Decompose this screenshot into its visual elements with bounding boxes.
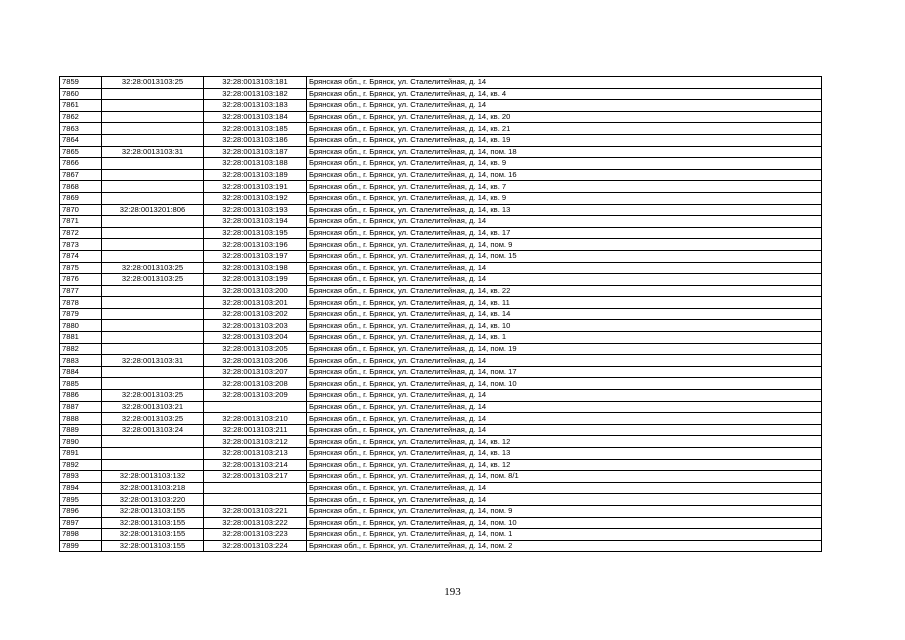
object-cadastral-number-cell: 32:28:0013103:212	[204, 436, 307, 448]
table-row	[60, 274, 822, 286]
row-number-cell: 7861	[60, 100, 102, 112]
object-cadastral-number-cell: 32:28:0013103:224	[204, 540, 307, 552]
land-cadastral-number-cell	[102, 100, 204, 112]
table-row	[60, 436, 822, 448]
address-cell: Брянская обл., г. Брянск, ул. Сталелитейная, д. 14, кв. 4	[307, 88, 822, 100]
row-number-cell: 7863	[60, 123, 102, 135]
table-row	[60, 459, 822, 471]
address-cell: Брянская обл., г. Брянск, ул. Сталелитейная, д. 14, кв. 7	[307, 181, 822, 193]
address-cell: Брянская обл., г. Брянск, ул. Сталелитейная, д. 14, кв. 12	[307, 436, 822, 448]
row-number-cell: 7865	[60, 146, 102, 158]
table-row	[60, 158, 822, 170]
address-cell: Брянская обл., г. Брянск, ул. Сталелитейная, д. 14, пом. 9	[307, 239, 822, 251]
row-number-cell: 7879	[60, 308, 102, 320]
land-cadastral-number-cell	[102, 332, 204, 344]
address-cell: Брянская обл., г. Брянск, ул. Сталелитейная, д. 14, пом. 1	[307, 529, 822, 541]
row-number-cell: 7860	[60, 88, 102, 100]
object-cadastral-number-cell: 32:28:0013103:222	[204, 517, 307, 529]
land-cadastral-number-cell	[102, 227, 204, 239]
land-cadastral-number-cell: 32:28:0013103:24	[102, 424, 204, 436]
object-cadastral-number-cell: 32:28:0013103:191	[204, 181, 307, 193]
table-row	[60, 529, 822, 541]
row-number-cell: 7893	[60, 471, 102, 483]
address-cell: Брянская обл., г. Брянск, ул. Сталелитейная, д. 14	[307, 413, 822, 425]
land-cadastral-number-cell: 32:28:0013103:25	[102, 262, 204, 274]
object-cadastral-number-cell: 32:28:0013103:201	[204, 297, 307, 309]
address-cell: Брянская обл., г. Брянск, ул. Сталелитейная, д. 14, кв. 12	[307, 459, 822, 471]
table-row	[60, 540, 822, 552]
row-number-cell: 7888	[60, 413, 102, 425]
object-cadastral-number-cell: 32:28:0013103:200	[204, 285, 307, 297]
object-cadastral-number-cell: 32:28:0013103:189	[204, 169, 307, 181]
table-row	[60, 216, 822, 228]
land-cadastral-number-cell: 32:28:0013103:132	[102, 471, 204, 483]
address-cell: Брянская обл., г. Брянск, ул. Сталелитейная, д. 14, пом. 10	[307, 517, 822, 529]
row-number-cell: 7899	[60, 540, 102, 552]
address-cell: Брянская обл., г. Брянск, ул. Сталелитейная, д. 14, пом. 9	[307, 505, 822, 517]
row-number-cell: 7876	[60, 274, 102, 286]
address-cell: Брянская обл., г. Брянск, ул. Сталелитейная, д. 14, пом. 2	[307, 540, 822, 552]
table-row	[60, 169, 822, 181]
land-cadastral-number-cell	[102, 169, 204, 181]
object-cadastral-number-cell: 32:28:0013103:205	[204, 343, 307, 355]
table-row	[60, 482, 822, 494]
row-number-cell: 7897	[60, 517, 102, 529]
object-cadastral-number-cell: 32:28:0013103:207	[204, 366, 307, 378]
address-cell: Брянская обл., г. Брянск, ул. Сталелитейная, д. 14, кв. 14	[307, 308, 822, 320]
land-cadastral-number-cell: 32:28:0013103:25	[102, 413, 204, 425]
row-number-cell: 7890	[60, 436, 102, 448]
table-row	[60, 413, 822, 425]
land-cadastral-number-cell	[102, 239, 204, 251]
land-cadastral-number-cell	[102, 88, 204, 100]
row-number-cell: 7881	[60, 332, 102, 344]
object-cadastral-number-cell: 32:28:0013103:194	[204, 216, 307, 228]
object-cadastral-number-cell: 32:28:0013103:193	[204, 204, 307, 216]
address-cell: Брянская обл., г. Брянск, ул. Сталелитейная, д. 14, кв. 10	[307, 320, 822, 332]
land-cadastral-number-cell	[102, 216, 204, 228]
object-cadastral-number-cell: 32:28:0013103:182	[204, 88, 307, 100]
address-cell: Брянская обл., г. Брянск, ул. Сталелитейная, д. 14, пом. 16	[307, 169, 822, 181]
table-row	[60, 320, 822, 332]
object-cadastral-number-cell: 32:28:0013103:223	[204, 529, 307, 541]
object-cadastral-number-cell: 32:28:0013103:185	[204, 123, 307, 135]
object-cadastral-number-cell: 32:28:0013103:202	[204, 308, 307, 320]
row-number-cell: 7867	[60, 169, 102, 181]
address-cell: Брянская обл., г. Брянск, ул. Сталелитейная, д. 14, пом. 10	[307, 378, 822, 390]
land-cadastral-number-cell	[102, 448, 204, 460]
object-cadastral-number-cell: 32:28:0013103:187	[204, 146, 307, 158]
object-cadastral-number-cell: 32:28:0013103:197	[204, 250, 307, 262]
object-cadastral-number-cell: 32:28:0013103:203	[204, 320, 307, 332]
object-cadastral-number-cell: 32:28:0013103:213	[204, 448, 307, 460]
row-number-cell: 7870	[60, 204, 102, 216]
address-cell: Брянская обл., г. Брянск, ул. Сталелитейная, д. 14, кв. 20	[307, 111, 822, 123]
land-cadastral-number-cell	[102, 436, 204, 448]
table-row	[60, 239, 822, 251]
row-number-cell: 7895	[60, 494, 102, 506]
object-cadastral-number-cell: 32:28:0013103:206	[204, 355, 307, 367]
object-cadastral-number-cell: 32:28:0013103:184	[204, 111, 307, 123]
address-cell: Брянская обл., г. Брянск, ул. Сталелитейная, д. 14	[307, 262, 822, 274]
land-cadastral-number-cell	[102, 459, 204, 471]
table-row	[60, 366, 822, 378]
row-number-cell: 7894	[60, 482, 102, 494]
land-cadastral-number-cell	[102, 250, 204, 262]
row-number-cell: 7882	[60, 343, 102, 355]
row-number-cell: 7872	[60, 227, 102, 239]
object-cadastral-number-cell: 32:28:0013103:181	[204, 77, 307, 89]
object-cadastral-number-cell: 32:28:0013103:214	[204, 459, 307, 471]
object-cadastral-number-cell: 32:28:0013103:186	[204, 134, 307, 146]
row-number-cell: 7886	[60, 390, 102, 402]
page-number: 193	[444, 586, 461, 598]
address-cell: Брянская обл., г. Брянск, ул. Сталелитейная, д. 14, кв. 9	[307, 158, 822, 170]
land-cadastral-number-cell	[102, 343, 204, 355]
table-row	[60, 262, 822, 274]
address-cell: Брянская обл., г. Брянск, ул. Сталелитейная, д. 14	[307, 274, 822, 286]
address-cell: Брянская обл., г. Брянск, ул. Сталелитейная, д. 14, пом. 17	[307, 366, 822, 378]
registry-table-body	[60, 77, 822, 552]
row-number-cell: 7889	[60, 424, 102, 436]
object-cadastral-number-cell: 32:28:0013103:221	[204, 505, 307, 517]
land-cadastral-number-cell	[102, 123, 204, 135]
address-cell: Брянская обл., г. Брянск, ул. Сталелитейная, д. 14	[307, 482, 822, 494]
row-number-cell: 7898	[60, 529, 102, 541]
table-row	[60, 494, 822, 506]
row-number-cell: 7891	[60, 448, 102, 460]
object-cadastral-number-cell	[204, 401, 307, 413]
address-cell: Брянская обл., г. Брянск, ул. Сталелитейная, д. 14	[307, 77, 822, 89]
row-number-cell: 7859	[60, 77, 102, 89]
table-row	[60, 100, 822, 112]
row-number-cell: 7874	[60, 250, 102, 262]
table-row	[60, 378, 822, 390]
object-cadastral-number-cell: 32:28:0013103:217	[204, 471, 307, 483]
land-cadastral-number-cell	[102, 308, 204, 320]
address-cell: Брянская обл., г. Брянск, ул. Сталелитейная, д. 14	[307, 424, 822, 436]
address-cell: Брянская обл., г. Брянск, ул. Сталелитейная, д. 14	[307, 401, 822, 413]
row-number-cell: 7866	[60, 158, 102, 170]
address-cell: Брянская обл., г. Брянск, ул. Сталелитейная, д. 14	[307, 216, 822, 228]
object-cadastral-number-cell: 32:28:0013103:192	[204, 192, 307, 204]
object-cadastral-number-cell: 32:28:0013103:183	[204, 100, 307, 112]
table-row	[60, 401, 822, 413]
row-number-cell: 7878	[60, 297, 102, 309]
row-number-cell: 7873	[60, 239, 102, 251]
land-cadastral-number-cell: 32:28:0013103:155	[102, 529, 204, 541]
table-row	[60, 192, 822, 204]
land-cadastral-number-cell: 32:28:0013201:806	[102, 204, 204, 216]
object-cadastral-number-cell	[204, 494, 307, 506]
land-cadastral-number-cell	[102, 297, 204, 309]
address-cell: Брянская обл., г. Брянск, ул. Сталелитейная, д. 14, кв. 17	[307, 227, 822, 239]
address-cell: Брянская обл., г. Брянск, ул. Сталелитейная, д. 14	[307, 494, 822, 506]
table-row	[60, 77, 822, 89]
row-number-cell: 7883	[60, 355, 102, 367]
table-row	[60, 123, 822, 135]
land-cadastral-number-cell	[102, 285, 204, 297]
table-row	[60, 308, 822, 320]
row-number-cell: 7880	[60, 320, 102, 332]
address-cell: Брянская обл., г. Брянск, ул. Сталелитейная, д. 14, пом. 18	[307, 146, 822, 158]
land-cadastral-number-cell: 32:28:0013103:25	[102, 390, 204, 402]
table-row	[60, 390, 822, 402]
land-cadastral-number-cell: 32:28:0013103:220	[102, 494, 204, 506]
row-number-cell: 7869	[60, 192, 102, 204]
table-row	[60, 88, 822, 100]
table-row	[60, 134, 822, 146]
row-number-cell: 7864	[60, 134, 102, 146]
address-cell: Брянская обл., г. Брянск, ул. Сталелитейная, д. 14, кв. 21	[307, 123, 822, 135]
table-row	[60, 111, 822, 123]
table-row	[60, 204, 822, 216]
object-cadastral-number-cell: 32:28:0013103:188	[204, 158, 307, 170]
address-cell: Брянская обл., г. Брянск, ул. Сталелитейная, д. 14, кв. 1	[307, 332, 822, 344]
land-cadastral-number-cell: 32:28:0013103:31	[102, 355, 204, 367]
table-row	[60, 448, 822, 460]
address-cell: Брянская обл., г. Брянск, ул. Сталелитейная, д. 14	[307, 390, 822, 402]
row-number-cell: 7892	[60, 459, 102, 471]
object-cadastral-number-cell: 32:28:0013103:210	[204, 413, 307, 425]
address-cell: Брянская обл., г. Брянск, ул. Сталелитейная, д. 14, пом. 19	[307, 343, 822, 355]
row-number-cell: 7887	[60, 401, 102, 413]
address-cell: Брянская обл., г. Брянск, ул. Сталелитейная, д. 14	[307, 355, 822, 367]
table-row	[60, 343, 822, 355]
address-cell: Брянская обл., г. Брянск, ул. Сталелитейная, д. 14, пом. 8/1	[307, 471, 822, 483]
land-cadastral-number-cell	[102, 181, 204, 193]
registry-table	[59, 76, 822, 552]
object-cadastral-number-cell: 32:28:0013103:208	[204, 378, 307, 390]
object-cadastral-number-cell: 32:28:0013103:199	[204, 274, 307, 286]
land-cadastral-number-cell: 32:28:0013103:218	[102, 482, 204, 494]
table-row	[60, 181, 822, 193]
row-number-cell: 7877	[60, 285, 102, 297]
row-number-cell: 7884	[60, 366, 102, 378]
row-number-cell: 7871	[60, 216, 102, 228]
table-row	[60, 285, 822, 297]
address-cell: Брянская обл., г. Брянск, ул. Сталелитейная, д. 14	[307, 100, 822, 112]
object-cadastral-number-cell: 32:28:0013103:211	[204, 424, 307, 436]
table-row	[60, 250, 822, 262]
table-row	[60, 227, 822, 239]
address-cell: Брянская обл., г. Брянск, ул. Сталелитейная, д. 14, кв. 13	[307, 204, 822, 216]
table-row	[60, 146, 822, 158]
object-cadastral-number-cell	[204, 482, 307, 494]
address-cell: Брянская обл., г. Брянск, ул. Сталелитейная, д. 14, кв. 11	[307, 297, 822, 309]
land-cadastral-number-cell: 32:28:0013103:155	[102, 505, 204, 517]
row-number-cell: 7896	[60, 505, 102, 517]
object-cadastral-number-cell: 32:28:0013103:195	[204, 227, 307, 239]
table-row	[60, 471, 822, 483]
land-cadastral-number-cell	[102, 158, 204, 170]
land-cadastral-number-cell	[102, 366, 204, 378]
object-cadastral-number-cell: 32:28:0013103:198	[204, 262, 307, 274]
address-cell: Брянская обл., г. Брянск, ул. Сталелитейная, д. 14, кв. 22	[307, 285, 822, 297]
address-cell: Брянская обл., г. Брянск, ул. Сталелитейная, д. 14, пом. 15	[307, 250, 822, 262]
address-cell: Брянская обл., г. Брянск, ул. Сталелитейная, д. 14, кв. 19	[307, 134, 822, 146]
table-row	[60, 517, 822, 529]
table-row	[60, 332, 822, 344]
row-number-cell: 7885	[60, 378, 102, 390]
land-cadastral-number-cell: 32:28:0013103:31	[102, 146, 204, 158]
row-number-cell: 7868	[60, 181, 102, 193]
object-cadastral-number-cell: 32:28:0013103:204	[204, 332, 307, 344]
address-cell: Брянская обл., г. Брянск, ул. Сталелитейная, д. 14, кв. 13	[307, 448, 822, 460]
land-cadastral-number-cell	[102, 134, 204, 146]
table-row	[60, 424, 822, 436]
land-cadastral-number-cell: 32:28:0013103:155	[102, 517, 204, 529]
land-cadastral-number-cell: 32:28:0013103:155	[102, 540, 204, 552]
land-cadastral-number-cell: 32:28:0013103:21	[102, 401, 204, 413]
table-row	[60, 355, 822, 367]
land-cadastral-number-cell: 32:28:0013103:25	[102, 77, 204, 89]
table-row	[60, 505, 822, 517]
address-cell: Брянская обл., г. Брянск, ул. Сталелитейная, д. 14, кв. 9	[307, 192, 822, 204]
object-cadastral-number-cell: 32:28:0013103:196	[204, 239, 307, 251]
object-cadastral-number-cell: 32:28:0013103:209	[204, 390, 307, 402]
row-number-cell: 7862	[60, 111, 102, 123]
land-cadastral-number-cell	[102, 320, 204, 332]
land-cadastral-number-cell	[102, 111, 204, 123]
table-row	[60, 297, 822, 309]
land-cadastral-number-cell: 32:28:0013103:25	[102, 274, 204, 286]
row-number-cell: 7875	[60, 262, 102, 274]
land-cadastral-number-cell	[102, 378, 204, 390]
land-cadastral-number-cell	[102, 192, 204, 204]
